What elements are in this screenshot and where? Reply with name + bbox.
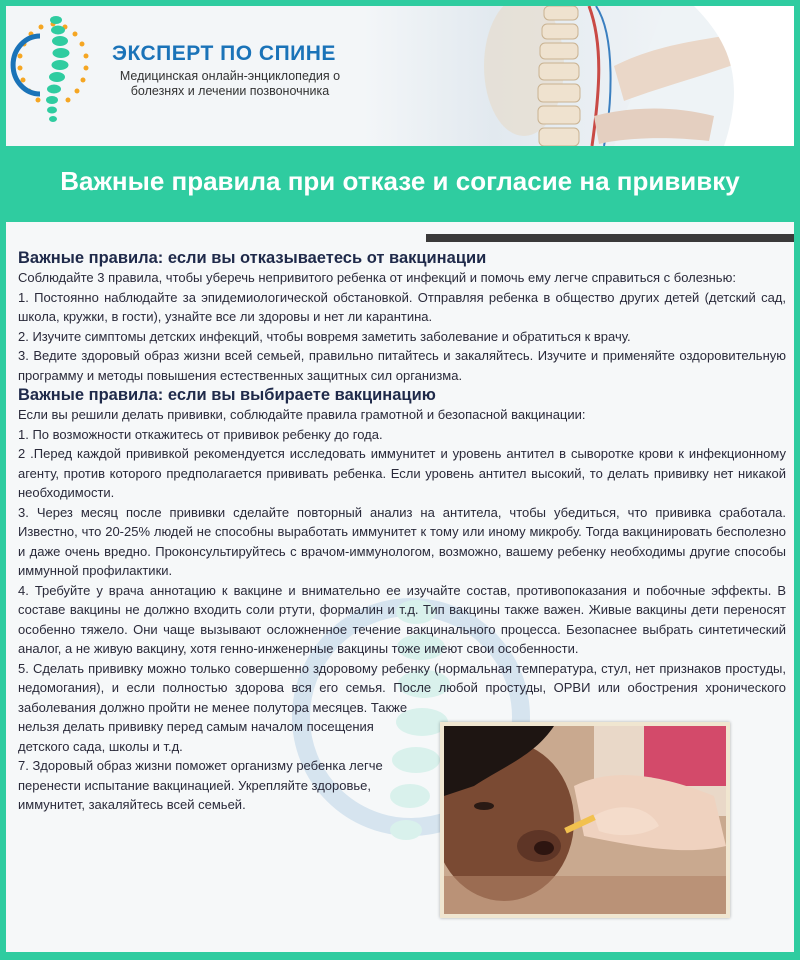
section1-item: 2. Изучите симптомы детских инфекций, чтобы вовремя заметить заболевание и обратиться к врачу. bbox=[18, 328, 631, 344]
section2-item: 4. Требуйте у врача аннотацию к вакцине и внимательно ее изучайте состав, противопоказания и побочные эффекты. В составе вакцины не должно входить соли ртути, формалин и т.д. Тип вакцины также важен. Живые вакцины дети переносят особенно тяжело. Они чаще вызывают осложненное течение вакцинального процесса. Безопаснее выбрать синтетический аналог, а не живую вакцину, хотя генно-инженерные вакцины тоже имеют свои особенности. bbox=[18, 582, 786, 656]
site-header bbox=[6, 6, 794, 146]
section1-item: 3. Ведите здоровый образ жизни всей семьей, правильно питайтесь и закаляйтесь. Изучите и применяйте оздоровительную программу и методы повышения естественных защитных сил организма. bbox=[18, 348, 786, 383]
logo-subtitle: Медицинская онлайн-энциклопедия о болезнях и лечении позвоночника bbox=[119, 69, 341, 98]
section2-item: 1. По возможности откажитесь от прививок ребенку до года. bbox=[18, 426, 383, 442]
section2-item: 2 .Перед каждой прививкой рекомендуется исследовать иммунитет и уровень антител в сыворотке крови к инфекционному агенту, против которого предполагается прививать ребенка. Если уровень антител высокий, то делать прививку нет никакой необходимости. bbox=[18, 446, 786, 500]
section1-heading: Важные правила: если вы отказываетесь от вакцинации bbox=[18, 249, 487, 267]
decor-bar bbox=[426, 234, 794, 242]
section2-item-continued: нельзя делать прививку перед самым началом посещения детского сада, школы и т.д. bbox=[18, 719, 374, 754]
title-banner bbox=[0, 152, 800, 210]
spine-doctor-image bbox=[364, 6, 794, 146]
section2-item: 7. Здоровый образ жизни поможет организму ребенка легче перенести испытание вакцинацией. Укрепляйте здоровье, иммунитет, закаляйтесь всей семьей. bbox=[18, 758, 383, 812]
section1-intro: Соблюдайте 3 правила, чтобы уберечь непривитого ребенка от инфекций и помочь ему легче справиться с болезнью: bbox=[18, 270, 736, 285]
section2-intro: Если вы решили делать прививки, соблюдайте правила грамотной и безопасной вакцинации: bbox=[18, 407, 586, 422]
section2-item: 5. Сделать прививку можно только совершенно здоровому ребенку (нормальная температура, стул, нет признаков простуды, недомогания), и если полностью здорова вся его семья. После любой простуды, ОРВИ или обострения хронического заболевания должно пройти не менее полутора месяцев. Также bbox=[18, 660, 786, 715]
spine-logo-icon bbox=[10, 10, 96, 130]
vaccination-photo bbox=[440, 722, 730, 918]
page-title: Важные правила при отказе и согласие на прививку bbox=[60, 166, 740, 196]
section2-heading: Важные правила: если вы выбираете вакцинацию bbox=[18, 386, 436, 404]
logo-title: ЭКСПЕРТ ПО СПИНЕ bbox=[112, 42, 336, 65]
article-card bbox=[6, 222, 794, 952]
section2-item: 3. Через месяц после прививки сделайте повторный анализ на антитела, чтобы убедиться, что прививка сработала. Известно, что 20-25% людей не способны выработать иммунитет к тому или иному микробу. Тогда вакцинировать бесполезно и даже очень вредно. Проконсультируйтесь с врачом-иммунологом, возможно, вашему ребенку необходимы другие способы иммунной профилактики. bbox=[18, 504, 786, 578]
section1-item: 1. Постоянно наблюдайте за эпидемиологической обстановкой. Отправляя ребенка в общество других детей (детский сад, школа, кружки, в гости), узнайте все ли здоровы и нет ли карантина. bbox=[18, 289, 786, 324]
